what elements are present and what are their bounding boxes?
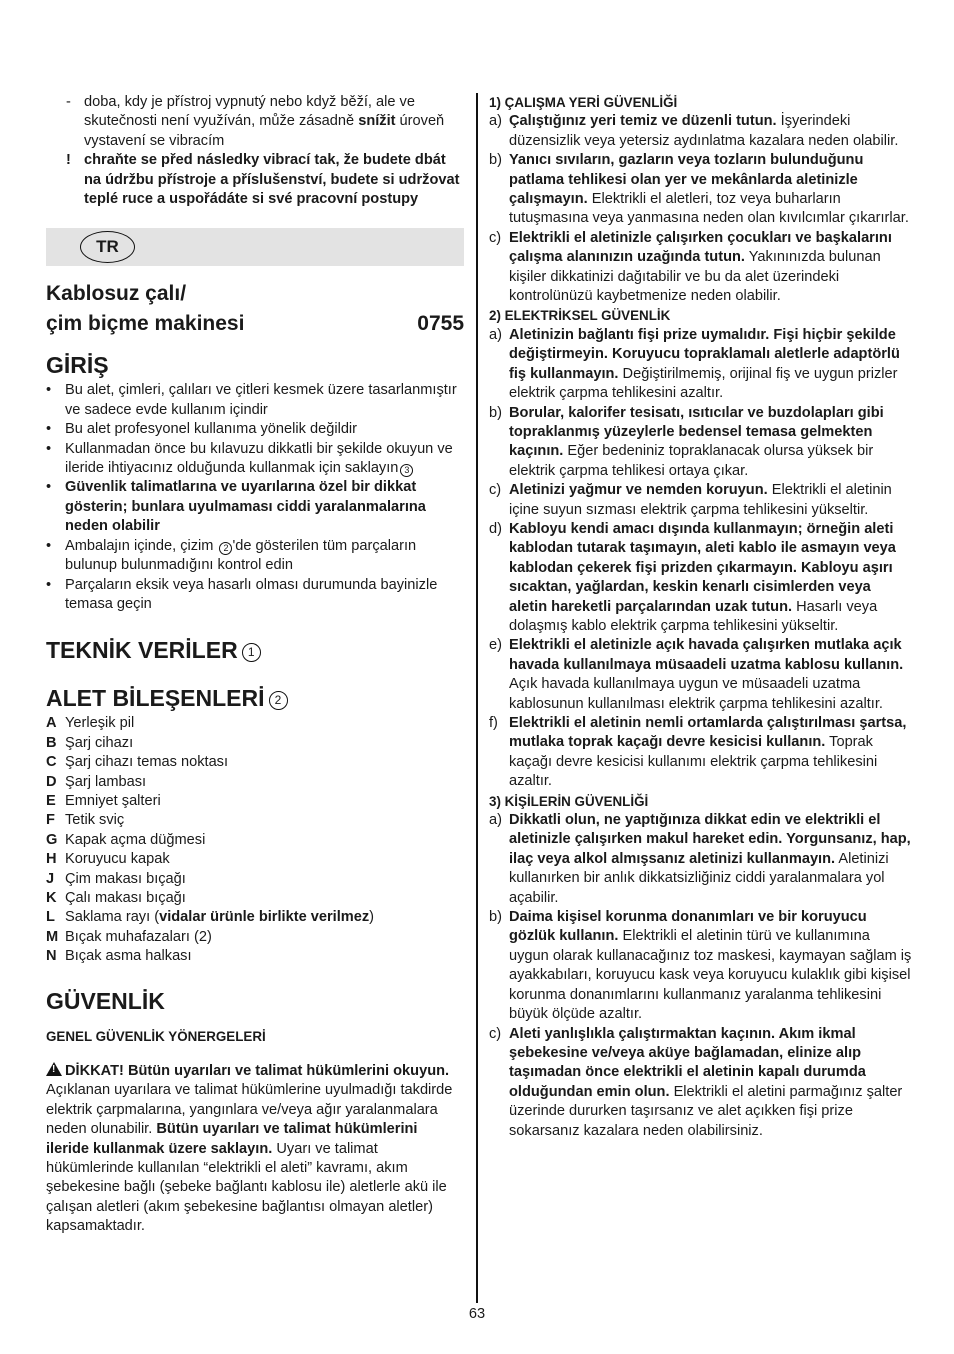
item-bold-text: Çalıştığınız yeri temiz ve düzenli tutun. xyxy=(509,113,777,130)
safety-item xyxy=(489,520,912,636)
warning-bold-2: Bütün uyarıları ve talimat hükümlerini ileride kullanmak üzere saklayın. xyxy=(46,1121,418,1157)
bullet-text: Ambalajın içinde, çizim xyxy=(65,537,218,554)
warning-text-1: Açıklanan uyarılara ve talimat hükümlerine uyulmadığı takdirde elektrik çarpmalarına, yangınlara ve/veya ağır yaralanmalara neden olunabilir. xyxy=(46,1082,453,1138)
item-letter: a) xyxy=(489,326,502,343)
safety-item xyxy=(489,636,912,714)
item-text: Elektrikli el aletini parmağınız şalter üzerinde dururken taşırsanız ve alet açıkken fişi prize sokarsanız kazalara neden olabilirsiniz. xyxy=(509,1083,903,1139)
item-text: Değiştirilmemiş, orijinal fiş ve uygun prizler elektrik çarpma tehlikesini azaltır. xyxy=(509,365,898,402)
warning-bold-1: DİKKAT! Bütün uyarıları ve talimat hükümlerini okuyun. xyxy=(65,1063,450,1079)
component-label xyxy=(65,889,186,908)
item-letter: b) xyxy=(489,152,502,169)
tech-data-heading xyxy=(46,636,464,664)
item-letter: c) xyxy=(489,229,502,246)
figure-ref-icon: 1 xyxy=(242,643,261,662)
item-text: Aletinizi kullanırken bir anlık dikkatsizliğiniz ciddi yaralanmalara yol açabilir. xyxy=(509,850,889,906)
warning-icon xyxy=(46,1062,62,1076)
item-bold-text: Yanıcı sıvıların, gazların veya tozların bulunduğunu patlama tehlikesi olan yer ve mekânlarda aletinizle çalışmayın. xyxy=(509,152,864,208)
product-code: 0755 xyxy=(417,312,464,336)
component-item xyxy=(46,889,464,908)
item-bold-text: Aleti yanlışlıkla çalıştırmaktan kaçının. Akım ikmal şebekesine ve/veya aküye bağlamadan, elinize alıp taşımadan önce elektrikli el aletinin kapalı durumda olduğundan emin olun. xyxy=(509,1025,866,1100)
item-text: Eğer bedeniniz topraklanacak olursa yüksek bir elektrik çarpma tehlikesi ortaya çıkar. xyxy=(509,443,874,479)
component-letter: G xyxy=(46,831,58,848)
component-text: Bıçak muhafazaları (2) xyxy=(65,928,212,945)
component-item xyxy=(46,734,464,753)
component-letter: B xyxy=(46,734,57,751)
components-title: ALET BİLEŞENLERİ xyxy=(46,685,265,712)
safety-section xyxy=(489,93,912,306)
item-bold-text: Elektrikli el aletinizle açık havada çalışırken mutlaka açık havada kullanılmaya müsaadeli uzatma kablosu kullanın. xyxy=(509,637,904,673)
item-text: İşyerindeki düzensizlik veya yetersiz aydınlatma kazalara neden olabilir. xyxy=(509,113,899,149)
component-item xyxy=(46,870,464,889)
bullet-text: 'de gösterilen tüm parçaların bulunup bulunmadığını kontrol edin xyxy=(65,537,417,574)
components-heading xyxy=(46,684,464,712)
component-text: Bıçak asma halkası xyxy=(65,948,192,965)
component-item xyxy=(46,811,464,830)
component-label xyxy=(65,850,170,869)
safety-section xyxy=(489,792,912,1141)
component-label xyxy=(65,947,192,966)
component-label xyxy=(65,908,374,927)
component-text: Saklama rayı ( xyxy=(65,909,160,926)
product-title-line2: çim biçme makinesi xyxy=(46,312,245,336)
bullet-text: Güvenlik talimatlarına ve uyarılarına özel bir dikkat gösterin; bunlara uyulmaması ciddi yaralanmalarına neden olabilir xyxy=(65,479,426,535)
component-item xyxy=(46,773,464,792)
item-bold-text: Daima kişisel korunma donanımları ve bir koruyucu gözlük kullanın. xyxy=(509,909,867,945)
component-letter: M xyxy=(46,928,59,945)
item-text: Açık havada kullanılmaya uygun ve müsaadeli uzatma kablosunun kullanılması elektrik çarpma tehlikesini azaltır. xyxy=(509,676,883,712)
safety-item xyxy=(489,481,912,520)
component-label xyxy=(65,811,124,830)
intro-bullet xyxy=(46,478,464,536)
safety-item xyxy=(489,811,912,908)
component-item xyxy=(46,753,464,772)
section-title: 1) ÇALIŞMA YERİ GÜVENLİĞİ xyxy=(489,95,678,110)
list-marker: ! xyxy=(66,152,71,169)
component-letter: E xyxy=(46,792,56,809)
item-letter: b) xyxy=(489,404,502,421)
intro-bullet xyxy=(46,537,464,576)
component-label xyxy=(65,773,146,792)
safety-item xyxy=(489,714,912,792)
item-bold-text: Dikkatli olun, ne yaptığınıza dikkat edin ve elektrikli el aletinizle çalışırken makul hareket edin. Yorgunsanız, hap, ilaç veya alkol almışsanız aletinizi kullanmayın. xyxy=(509,812,911,867)
intro-heading: GİRİŞ xyxy=(46,352,109,379)
safety-item xyxy=(489,404,912,482)
component-item xyxy=(46,947,464,966)
component-text: Tetik sviç xyxy=(65,812,125,829)
component-item xyxy=(46,908,464,927)
component-label xyxy=(65,831,205,850)
component-letter: C xyxy=(46,754,57,771)
intro-bullets xyxy=(46,381,464,614)
list-text: doba, kdy je přístroj vypnutý nebo když běží, ale ve skutečnosti není využíván, může zásadně xyxy=(84,94,415,130)
item-letter: e) xyxy=(489,637,502,654)
safety-item xyxy=(489,112,912,151)
language-badge: TR xyxy=(80,231,135,263)
safety-subheading: GENEL GÜVENLİK YÖNERGELERİ xyxy=(46,1028,266,1044)
component-letter: J xyxy=(46,870,55,887)
list-bold-text: chraňte se před následky vibrací tak, že budete dbát na údržbu přístroje a příslušenství, budete si udržovat teplé ruce a uspořádáte si své pracovní postupy xyxy=(84,152,460,208)
item-letter: c) xyxy=(489,482,502,499)
component-item xyxy=(46,792,464,811)
intro-bullet xyxy=(46,440,464,479)
item-bold-text: Borular, kalorifer tesisatı, ısıtıcılar ve buzdolapları gibi topraklanmış yüzeylerle bedensel temasa gelmekten kaçının. xyxy=(509,404,884,460)
component-text: Çim makası bıçağı xyxy=(65,870,186,887)
component-text: ) xyxy=(369,909,375,926)
component-letter: F xyxy=(46,812,55,829)
list-text: úroveň vystavení se vibracím xyxy=(84,113,445,149)
czech-list xyxy=(46,93,464,209)
section-title: 2) ELEKTRİKSEL GÜVENLİK xyxy=(489,308,671,324)
item-text: Elektrikli el aletleri, toz veya buharların tutuşmasına veya yanmasına neden olan kıvılcımlar çıkarırlar. xyxy=(509,191,909,227)
component-text: Şarj cihazı xyxy=(65,734,134,751)
bullet-text: Parçaların eksik veya hasarlı olması durumunda bayinizle temasa geçin xyxy=(65,576,438,612)
page-number: 63 xyxy=(468,1306,486,1322)
component-letter: N xyxy=(46,948,57,965)
item-text: Yakınınızda bulunan kişiler dikkatinizi dağıtabilir ve bu da alet üzerindeki kontrolünüzü kaybetmenize neden olabilir. xyxy=(509,249,881,305)
list-marker: - xyxy=(66,94,71,110)
safety-item xyxy=(489,151,912,229)
bullet-text: Bu alet profesyonel kullanıma yönelik değildir xyxy=(65,421,358,438)
component-text: Şarj lambası xyxy=(65,773,147,790)
bullet-text: Bu alet, çimleri, çalıları ve çitleri kesmek üzere tasarlanmıştır ve sadece evde kullanım içindir xyxy=(65,382,457,418)
safety-item xyxy=(489,908,912,1024)
item-bold-text: Aletinizin bağlantı fişi prize uymalıdır. Fişi hiçbir şekilde değiştirmeyin. Koruyucu topraklamalı aletlerle adaptörlü fiş kullanmayın. xyxy=(509,326,900,382)
component-letter: K xyxy=(46,889,57,906)
safety-item xyxy=(489,229,912,307)
component-label xyxy=(65,870,186,889)
intro-bullet xyxy=(46,381,464,420)
safety-section xyxy=(489,306,912,791)
safety-warning xyxy=(46,1062,464,1237)
figure-ref-icon: 3 xyxy=(400,464,413,477)
figure-ref-icon: 2 xyxy=(269,691,288,710)
warning-text-2: Uyarı ve talimat hükümlerinde kullanılan “elektrikli el aleti” kavramı, akım şebekesine bağlı (şebeke bağlantı kablosu ile) aletlerle akü ile çalışan aletleri (akım şebekesine bağlantısı olmayan aletler) kapsamaktadır. xyxy=(46,1140,447,1235)
item-letter: c) xyxy=(489,1025,502,1042)
bullet-text: Kullanmadan önce bu kılavuzu dikkatli bir şekilde okuyun ve ileride ihtiyacınız olduğunda kullanmak için saklayın xyxy=(65,440,453,477)
item-text: Toprak kaçağı devre kesicisi kullanımı elektrik çarpma tehlikesini azaltır. xyxy=(509,734,878,790)
item-text: Elektrikli el aletinin içine suyun sızması elektrik çarpma tehlikesini yükseltir. xyxy=(509,482,892,518)
item-bold-text: Elektrikli el aletinizle çalışırken çocukları ve başkalarını çalışma alanınızın uzağında tutun. xyxy=(509,229,892,266)
safety-item xyxy=(489,326,912,404)
item-letter: f) xyxy=(489,715,498,731)
components-list xyxy=(46,714,464,966)
item-bold-text: Elektrikli el aletinin nemli ortamlarda çalıştırılması şartsa, mutlaka toprak kaçağı devre kesicisi kullanın. xyxy=(509,715,907,751)
component-item xyxy=(46,928,464,947)
item-bold-text: Aletinizi yağmur ve nemden koruyun. xyxy=(509,482,768,499)
item-letter: b) xyxy=(489,909,502,926)
tech-data-title: TEKNİK VERİLER xyxy=(46,637,238,664)
left-column xyxy=(46,93,464,1237)
component-item xyxy=(46,714,464,733)
component-text: Şarj cihazı temas noktası xyxy=(65,754,229,771)
product-title-line1: Kablosuz çalı/ xyxy=(46,282,187,306)
item-letter: a) xyxy=(489,113,502,130)
safety-item xyxy=(489,1025,912,1141)
item-bold-text: Kabloyu kendi amacı dışında kullanmayın; örneğin aleti kablodan tutarak taşımayın, aleti kablo ile asmayın veya kablodan çekerek fişi prizden çıkarmayın. Kabloyu aşırı sıcaktan, yağlardan, keskin kenarlı cisimlerden veya aletin hareketli parçalarından uzak tutun. xyxy=(509,520,896,615)
item-letter: d) xyxy=(489,520,502,537)
list-item xyxy=(46,151,464,209)
list-bold-text: snížit xyxy=(358,113,396,130)
component-label xyxy=(65,928,212,947)
component-label xyxy=(65,792,161,811)
intro-bullet xyxy=(46,576,464,615)
column-divider xyxy=(476,93,478,1303)
component-text: Emniyet şalteri xyxy=(65,792,161,809)
item-text: Hasarlı veya dolaşmış kablo elektrik çarpma tehlikesini yükseltir. xyxy=(509,598,878,634)
component-letter: D xyxy=(46,773,57,790)
right-column xyxy=(489,93,912,1141)
figure-ref-icon: 2 xyxy=(219,542,232,555)
component-item xyxy=(46,850,464,869)
component-letter: A xyxy=(46,715,57,732)
language-bar xyxy=(46,228,464,266)
component-letter: L xyxy=(46,909,55,926)
product-title xyxy=(46,279,464,339)
component-label xyxy=(65,734,133,753)
list-item xyxy=(46,93,464,151)
intro-bullet xyxy=(46,420,464,439)
component-bold-text: vidalar ürünle birlikte verilmez xyxy=(159,909,370,926)
item-letter: a) xyxy=(489,812,502,829)
component-label xyxy=(65,753,228,772)
safety-heading: GÜVENLİK xyxy=(46,987,165,1014)
section-title: 3) KİŞİLERİN GÜVENLİĞİ xyxy=(489,793,649,809)
component-text: Yerleşik pil xyxy=(65,715,135,732)
component-text: Kapak açma düğmesi xyxy=(65,831,206,848)
component-text: Çalı makası bıçağı xyxy=(65,889,186,906)
component-item xyxy=(46,831,464,850)
component-text: Koruyucu kapak xyxy=(65,851,170,868)
component-label xyxy=(65,714,134,733)
component-letter: H xyxy=(46,851,57,868)
item-text: Elektrikli el aletinin türü ve kullanımına uygun olarak kullanacağınız toz maskesi, kaymayan sağlam iş ayakkabıları, koruyucu kask veya koruyucu kulaklık gibi kişisel korunma donanımlarını kullanmanız yaralanma tehlikesini büyük ölçüde azaltır. xyxy=(509,928,912,1023)
